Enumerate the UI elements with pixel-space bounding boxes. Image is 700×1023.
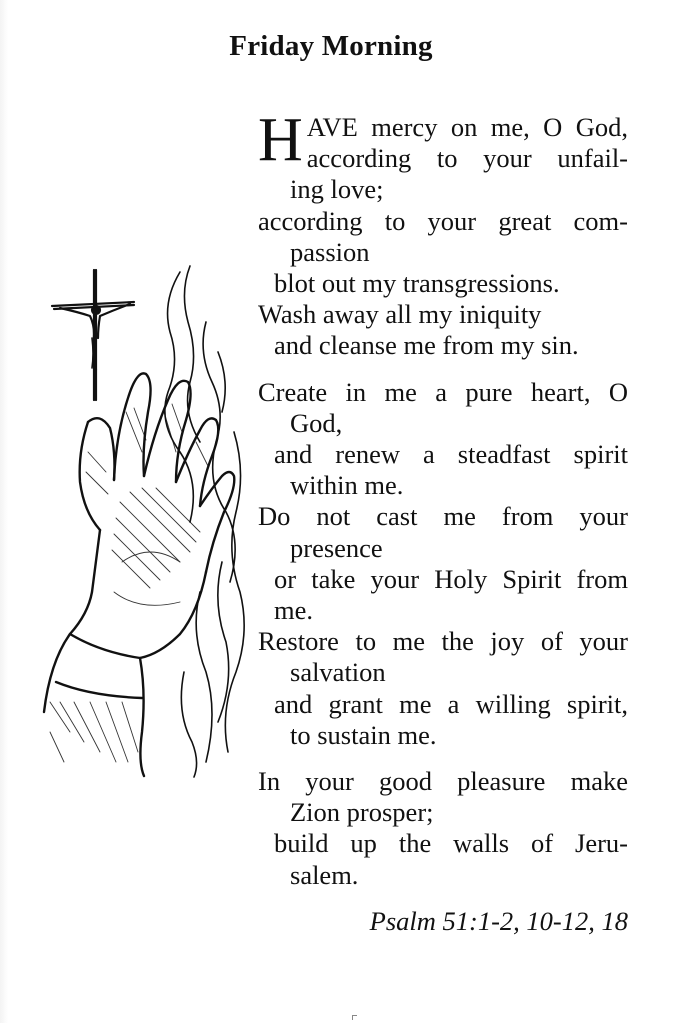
poem-line: and cleanse me from my sin. xyxy=(274,330,579,361)
crucifix-icon xyxy=(52,270,134,400)
page-title: Friday Morning xyxy=(229,30,433,62)
psalm-text xyxy=(258,106,628,906)
poem-line: God, xyxy=(290,407,343,438)
psalm-citation: Psalm 51:1-2, 10-12, 18 xyxy=(369,906,628,936)
crucifix-and-raised-hand-sketch-icon xyxy=(30,262,250,782)
poem-line: blot out my transgressions. xyxy=(274,268,560,299)
poem-line: Wash away all my iniquity xyxy=(258,299,542,330)
poem-line: Do not cast me from your xyxy=(258,501,628,532)
poem-line: according to your great com- xyxy=(258,205,628,236)
poem-line: and renew a steadfast spirit xyxy=(274,439,628,470)
poem-line: and grant me a willing spirit, xyxy=(274,688,628,719)
poem-line: to sustain me. xyxy=(290,719,437,750)
poem-line: In your good pleasure make xyxy=(258,766,628,797)
stanza xyxy=(258,106,628,362)
poem-line: salvation xyxy=(290,657,386,688)
poem-line: ing love; xyxy=(290,174,384,205)
poem-line: me. xyxy=(274,595,313,626)
poem-line: according to your unfail- xyxy=(306,143,628,174)
page-corner-mark xyxy=(352,1015,357,1020)
stanza xyxy=(258,766,628,891)
poem-line: salem. xyxy=(290,859,359,890)
poem-line: passion xyxy=(290,236,370,267)
poem-line: or take your Holy Spirit from xyxy=(274,563,628,594)
poem-line: Zion prosper; xyxy=(290,797,434,828)
opening-lines xyxy=(258,106,628,174)
flame-strokes xyxy=(165,266,244,777)
poem-line: Create in me a pure heart, O xyxy=(258,376,628,407)
raised-hand-icon xyxy=(44,373,234,776)
page-edge-shade xyxy=(0,0,8,1023)
poem-line: AVE mercy on me, O God, xyxy=(306,112,628,142)
poem-line: within me. xyxy=(290,470,404,501)
poem-line: build up the walls of Jeru- xyxy=(274,828,628,859)
stanza xyxy=(258,377,628,751)
drop-cap: H xyxy=(258,106,303,174)
poem-line: presence xyxy=(290,532,383,563)
poem-line: Restore to me the joy of your xyxy=(258,626,628,657)
